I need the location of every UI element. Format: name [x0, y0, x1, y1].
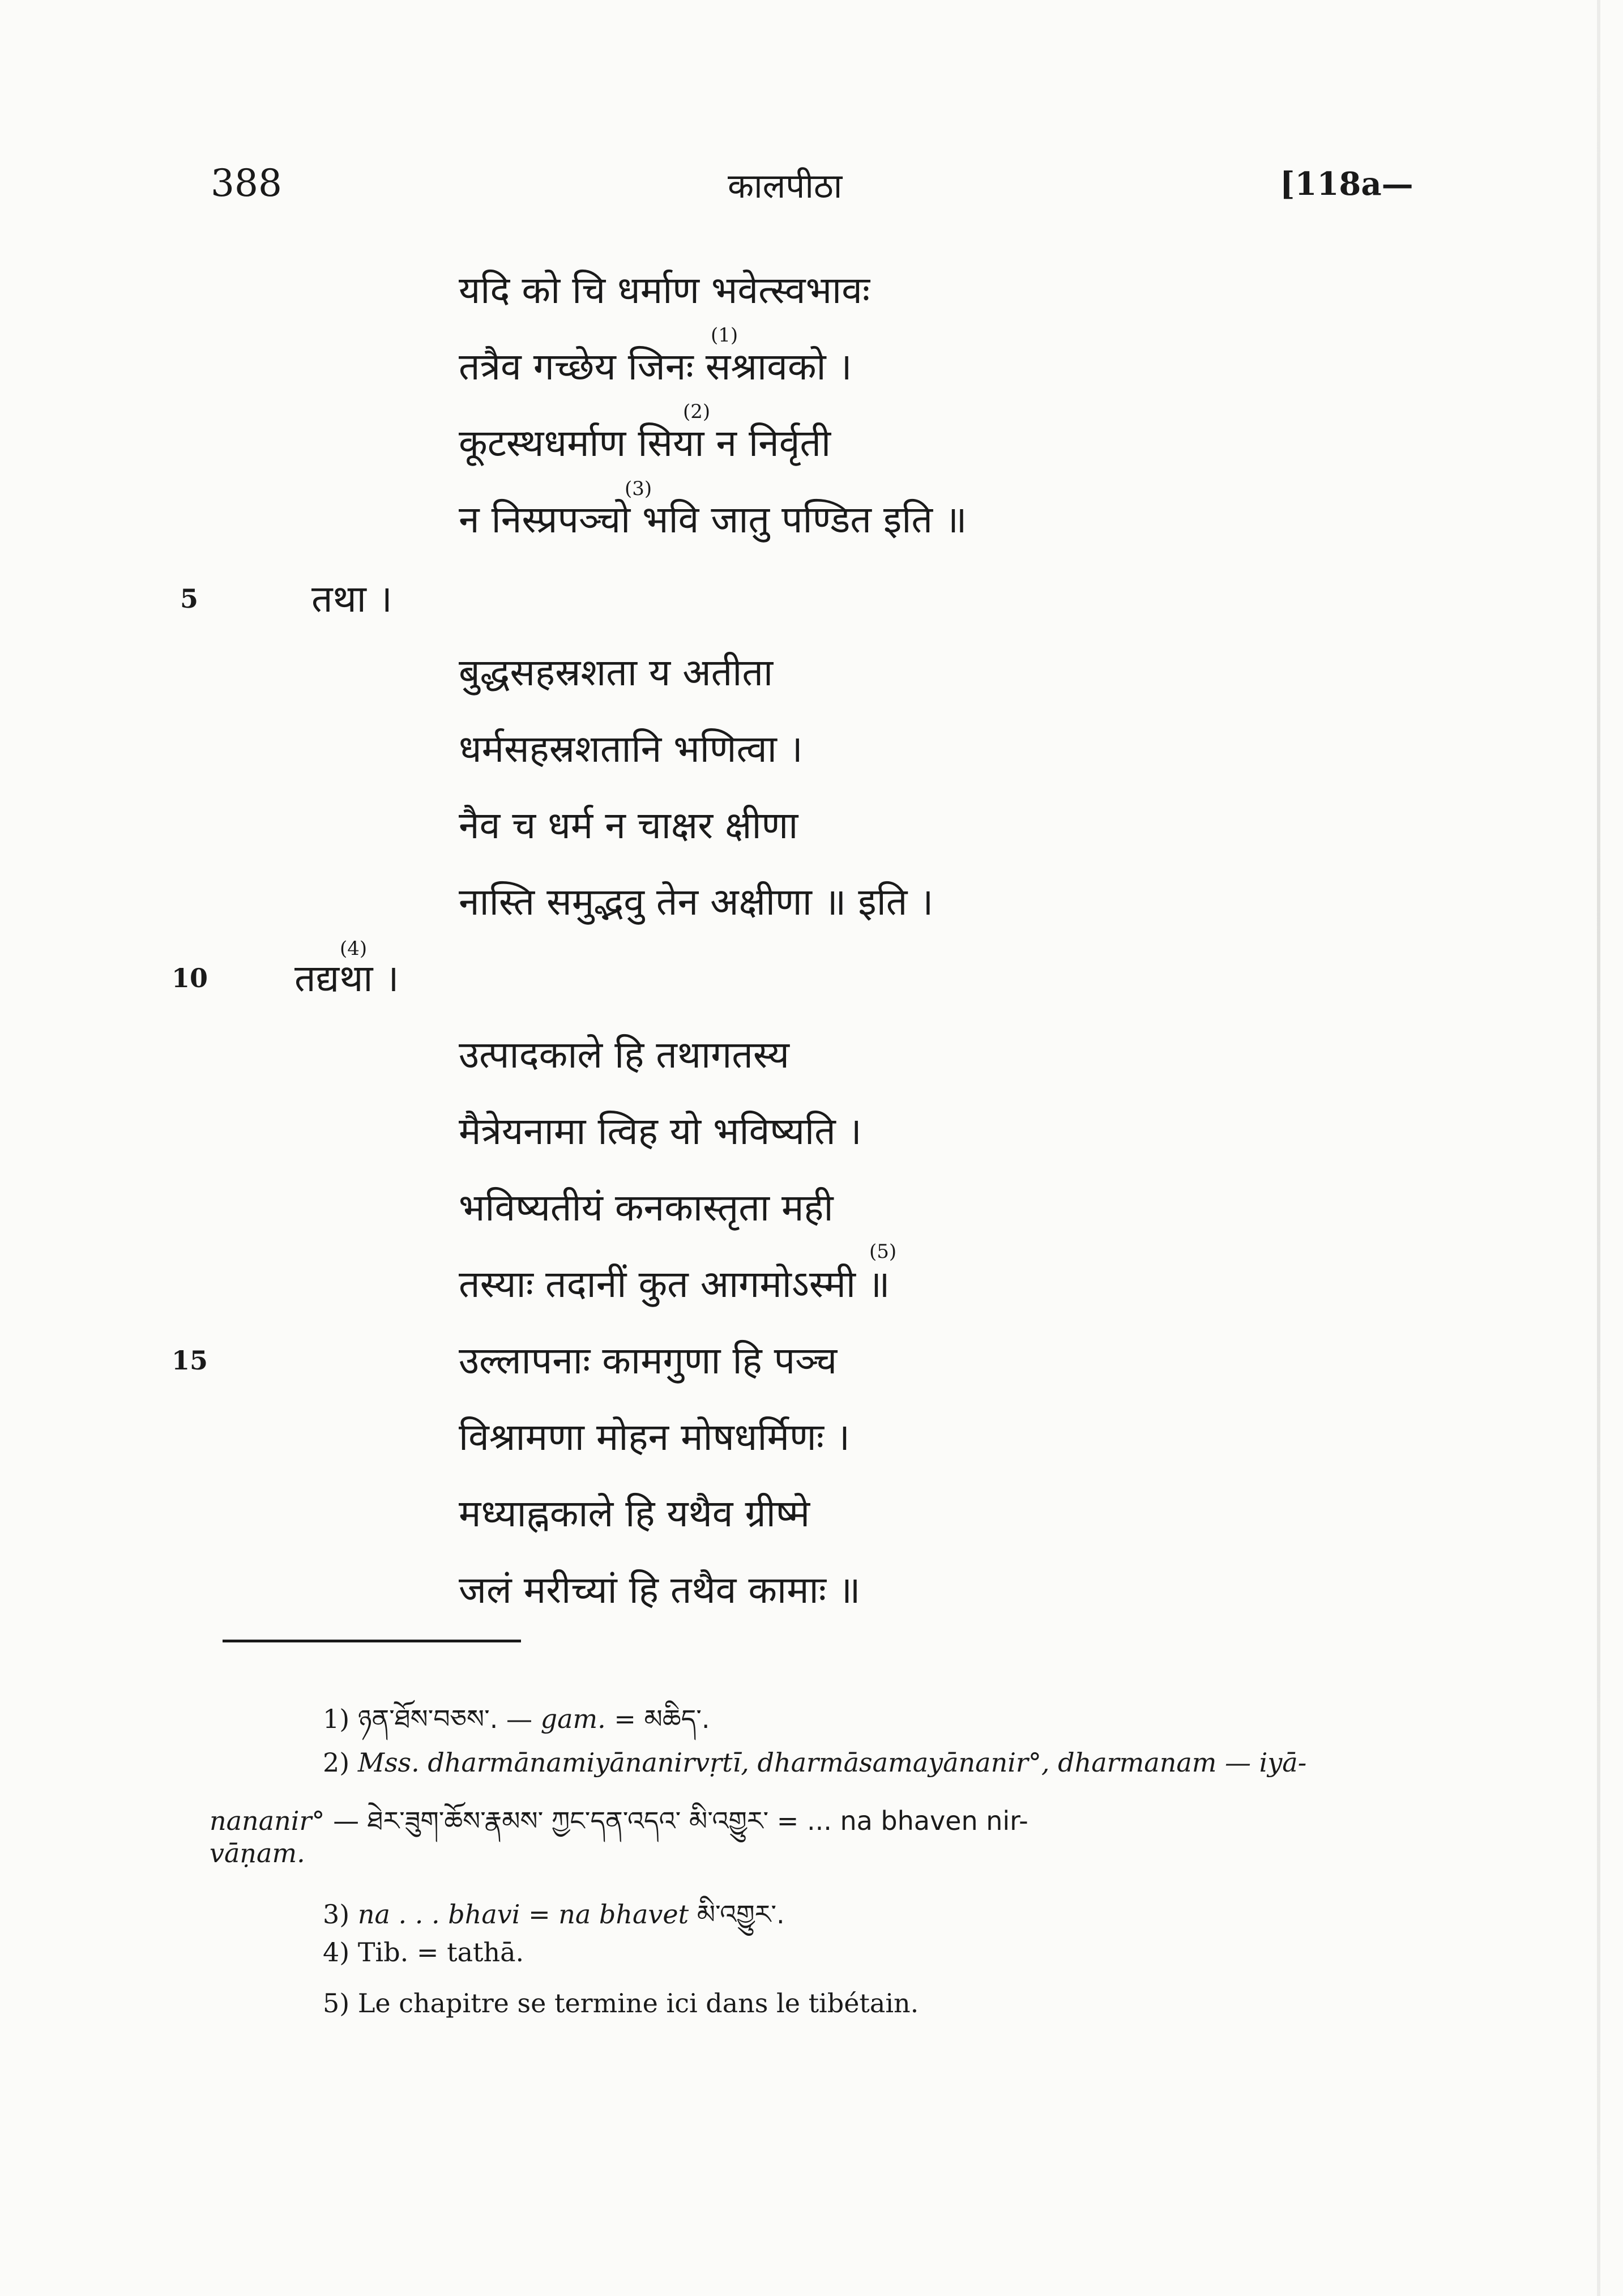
verse-line: विश्रामणा मोहन मोषधर्मिणः । — [459, 1415, 850, 1459]
footnote-4: 4) Tib. = tathā. — [323, 1937, 524, 1968]
note-marker: (1) — [711, 324, 738, 347]
footnote-2-line-1: 2) Mss. dharmānamiyānanirvṛtī, dharmāsamayānanir°, dharmanam — iyā- — [323, 1747, 1307, 1778]
note-marker: (3) — [625, 477, 652, 500]
verse-line: उत्पादकाले हि तथागतस्य — [459, 1033, 789, 1077]
footnote-3: 3) na . . . bhavi = na bhavet མི་འགྱུར་. — [323, 1899, 785, 1930]
verse-line: तस्याः तदानीं कुत आगमोऽस्मी ॥ — [459, 1262, 890, 1306]
running-title: कालपीठा — [728, 167, 843, 206]
footnote-rule — [223, 1640, 521, 1642]
note-marker: (4) — [340, 937, 368, 960]
line-number: 10 — [172, 963, 208, 993]
verse-line: नास्ति समुद्भवु तेन अक्षीणा ॥ इति । — [459, 880, 934, 924]
note-marker: (5) — [869, 1240, 897, 1263]
line-number: 5 — [180, 583, 199, 614]
verse-line: उल्लापनाः कामगुणा हि पञ्च — [459, 1339, 838, 1382]
verse-line: धर्मसहस्रशतानि भणित्वा । — [459, 727, 803, 771]
page-number: 388 — [211, 161, 282, 205]
verse-line: यदि को चि धर्माण भवेत्स्वभावः — [459, 268, 870, 312]
footnote-2-line-3: vāṇam. — [210, 1838, 305, 1868]
verse-line: मध्याह्नकाले हि यथैव ग्रीष्मे — [459, 1492, 810, 1535]
verse-line: मैत्रेयनामा त्विह यो भविष्यति । — [459, 1109, 862, 1153]
verse-intro: तद्यथा । — [294, 957, 399, 1000]
verse-line: नैव च धर्म न चाक्षर क्षीणा — [459, 804, 798, 847]
folio-reference: [118a— — [1280, 165, 1413, 203]
verse-line: बुद्धसहस्रशता य अतीता — [459, 651, 774, 694]
verse-line: न निस्प्रपञ्चो भवि जातु पण्डित इति ॥ — [459, 498, 967, 541]
verse-line: भविष्यतीयं कनकास्तृता मही — [459, 1186, 834, 1230]
verse-line: कूटस्थधर्माण सिया न निर्वृती — [459, 421, 831, 465]
footnote-2-line-2: nananir° — ཐེར་ཟུག་ཆོས་རྣམས་ ཀྱང་དན་འདའ་ མི་འགྱུར་ = ... na bhaven nir- — [210, 1806, 1028, 1836]
verse-intro: तथा । — [311, 577, 392, 621]
footnote-5: 5) Le chapitre se termine ici dans le tibétain. — [323, 1988, 919, 2018]
footnote-1: 1) ཉན་ཐོས་བཅས་. — gam. = མཆིད་. — [323, 1704, 710, 1734]
line-number: 15 — [172, 1345, 208, 1376]
verse-line: जलं मरीच्यां हि तथैव कामाः ॥ — [459, 1568, 861, 1612]
verse-line: तत्रैव गच्छेय जिनः सश्रावको । — [459, 345, 852, 389]
page-edge-shadow — [1597, 0, 1600, 2296]
note-marker: (2) — [683, 400, 711, 423]
